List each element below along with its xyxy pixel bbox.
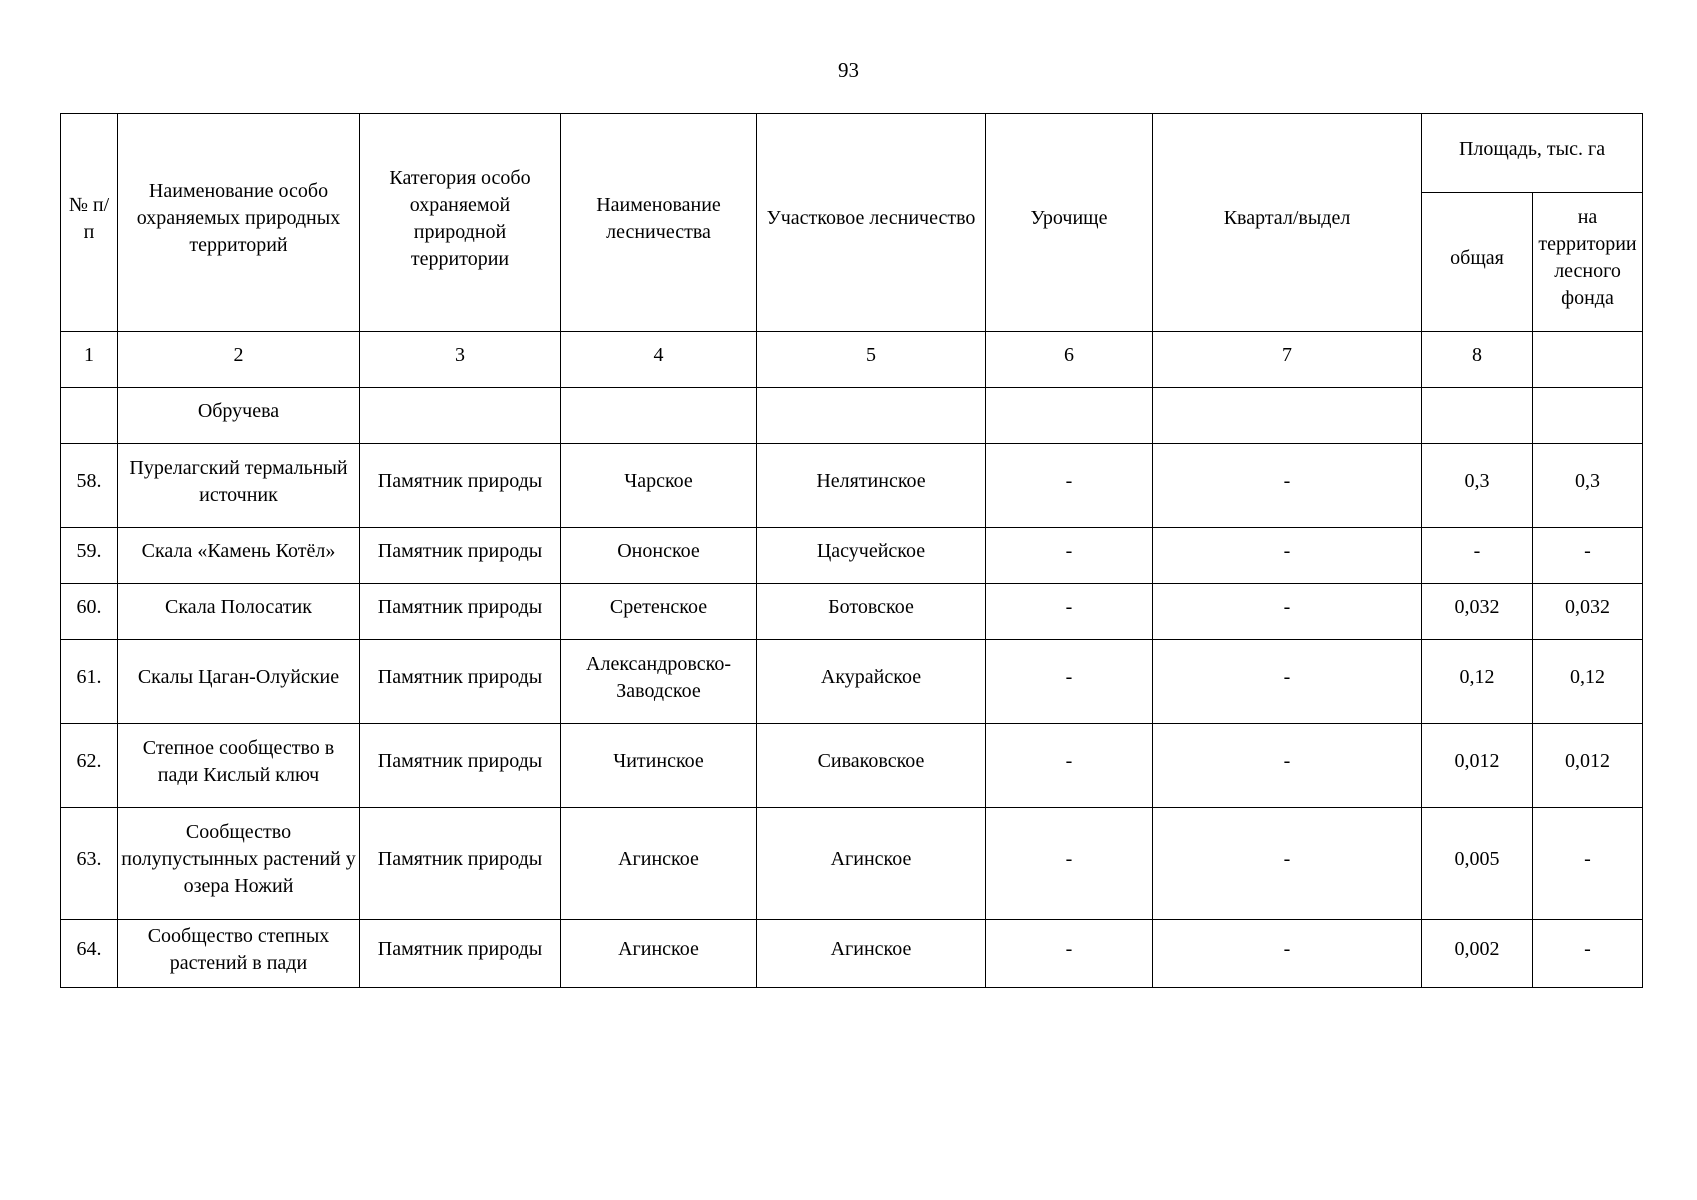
cell-district-forestry: Цасучейское xyxy=(757,528,986,584)
cell-area-forest: - xyxy=(1533,528,1643,584)
cell-quarter: - xyxy=(1153,920,1422,988)
cell-district-forestry: Нелятинское xyxy=(757,444,986,528)
header-category: Категория особо охраняемой природной территории xyxy=(360,114,561,332)
table-row xyxy=(61,920,1643,988)
cell-num: 64. xyxy=(61,920,118,988)
cell-area-forest: - xyxy=(1533,920,1643,988)
cell-category: Памятник природы xyxy=(360,528,561,584)
cell-name: Скала «Камень Котёл» xyxy=(118,528,360,584)
cell-forestry xyxy=(561,388,757,444)
cell-name: Сообщество полупустынных растений у озера Ножий xyxy=(118,808,360,920)
cell-num: 59. xyxy=(61,528,118,584)
column-number xyxy=(1533,332,1643,388)
column-number: 2 xyxy=(118,332,360,388)
cell-category: Памятник природы xyxy=(360,808,561,920)
cell-area-total: 0,032 xyxy=(1422,584,1533,640)
cell-quarter xyxy=(1153,388,1422,444)
table-row xyxy=(61,444,1643,528)
cell-num: 60. xyxy=(61,584,118,640)
protected-areas-table xyxy=(60,113,1643,988)
cell-forestry: Читинское xyxy=(561,724,757,808)
cell-name: Скалы Цаган-Олуйские xyxy=(118,640,360,724)
continuation-row xyxy=(61,388,1643,444)
cell-district-forestry xyxy=(757,388,986,444)
cell-tract: - xyxy=(986,584,1153,640)
cell-num xyxy=(61,388,118,444)
table-row xyxy=(61,528,1643,584)
cell-quarter: - xyxy=(1153,640,1422,724)
cell-tract: - xyxy=(986,528,1153,584)
header-tract: Урочище xyxy=(986,114,1153,332)
cell-num: 63. xyxy=(61,808,118,920)
cell-name: Сообщество степных растений в пади xyxy=(118,920,360,988)
cell-tract: - xyxy=(986,920,1153,988)
table-row xyxy=(61,640,1643,724)
cell-area-total xyxy=(1422,388,1533,444)
cell-quarter: - xyxy=(1153,528,1422,584)
header-name: Наименование особо охраняемых природных территорий xyxy=(118,114,360,332)
cell-area-total: 0,002 xyxy=(1422,920,1533,988)
header-row xyxy=(61,114,1643,193)
cell-tract: - xyxy=(986,444,1153,528)
cell-area-forest: - xyxy=(1533,808,1643,920)
column-number: 5 xyxy=(757,332,986,388)
cell-name: Скала Полосатик xyxy=(118,584,360,640)
header-quarter: Квартал/выдел xyxy=(1153,114,1422,332)
column-number: 3 xyxy=(360,332,561,388)
column-number: 4 xyxy=(561,332,757,388)
header-area-forest: на территории лесного фонда xyxy=(1533,193,1643,332)
cell-quarter: - xyxy=(1153,444,1422,528)
cell-district-forestry: Сиваковское xyxy=(757,724,986,808)
cell-forestry: Сретенское xyxy=(561,584,757,640)
header-area: Площадь, тыс. га xyxy=(1422,114,1643,193)
cell-tract: - xyxy=(986,724,1153,808)
cell-quarter: - xyxy=(1153,808,1422,920)
cell-num: 62. xyxy=(61,724,118,808)
cell-area-forest: 0,12 xyxy=(1533,640,1643,724)
table-row xyxy=(61,724,1643,808)
cell-category: Памятник природы xyxy=(360,444,561,528)
header-forestry: Наименование лесничества xyxy=(561,114,757,332)
cell-quarter: - xyxy=(1153,584,1422,640)
cell-area-forest: 0,032 xyxy=(1533,584,1643,640)
cell-district-forestry: Агинское xyxy=(757,920,986,988)
cell-quarter: - xyxy=(1153,724,1422,808)
cell-area-total: 0,005 xyxy=(1422,808,1533,920)
column-number: 6 xyxy=(986,332,1153,388)
cell-area-forest: 0,3 xyxy=(1533,444,1643,528)
cell-name: Пурелагский термальный источник xyxy=(118,444,360,528)
cell-forestry: Агинское xyxy=(561,808,757,920)
column-number: 8 xyxy=(1422,332,1533,388)
cell-category: Памятник природы xyxy=(360,640,561,724)
header-district-forestry: Участковое лесничество xyxy=(757,114,986,332)
cell-tract: - xyxy=(986,808,1153,920)
cell-area-forest xyxy=(1533,388,1643,444)
cell-area-total: 0,12 xyxy=(1422,640,1533,724)
cell-name: Обручева xyxy=(118,388,360,444)
cell-category xyxy=(360,388,561,444)
cell-num: 61. xyxy=(61,640,118,724)
cell-district-forestry: Акурайское xyxy=(757,640,986,724)
cell-forestry: Чарское xyxy=(561,444,757,528)
cell-num: 58. xyxy=(61,444,118,528)
cell-tract: - xyxy=(986,640,1153,724)
table-row xyxy=(61,808,1643,920)
header-num: № п/п xyxy=(61,114,118,332)
column-number-row xyxy=(61,332,1643,388)
cell-tract xyxy=(986,388,1153,444)
cell-area-total: - xyxy=(1422,528,1533,584)
cell-category: Памятник природы xyxy=(360,724,561,808)
cell-forestry: Ононское xyxy=(561,528,757,584)
column-number: 7 xyxy=(1153,332,1422,388)
cell-district-forestry: Агинское xyxy=(757,808,986,920)
cell-forestry: Агинское xyxy=(561,920,757,988)
cell-name: Степное сообщество в пади Кислый ключ xyxy=(118,724,360,808)
header-area-total: общая xyxy=(1422,193,1533,332)
cell-category: Памятник природы xyxy=(360,920,561,988)
cell-category: Памятник природы xyxy=(360,584,561,640)
page-number: 93 xyxy=(838,58,859,82)
table-row xyxy=(61,584,1643,640)
cell-area-total: 0,012 xyxy=(1422,724,1533,808)
cell-district-forestry: Ботовское xyxy=(757,584,986,640)
cell-forestry: Александровско-Заводское xyxy=(561,640,757,724)
cell-area-forest: 0,012 xyxy=(1533,724,1643,808)
cell-area-total: 0,3 xyxy=(1422,444,1533,528)
column-number: 1 xyxy=(61,332,118,388)
